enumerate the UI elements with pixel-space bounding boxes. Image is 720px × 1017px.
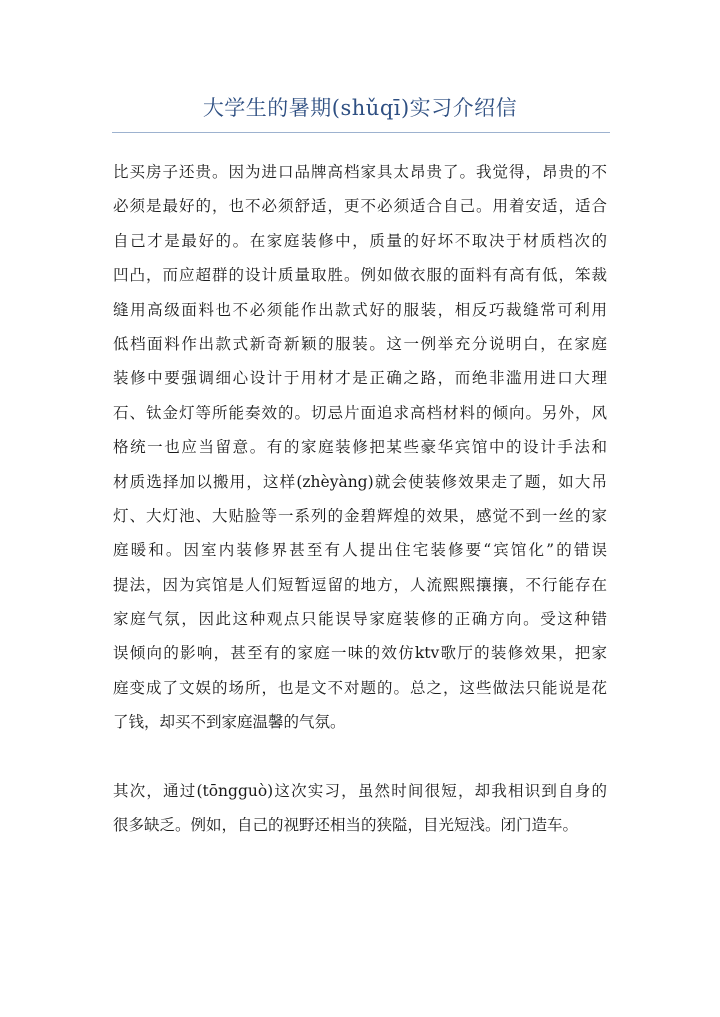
text-line: 自己才是最好的。在家庭装修中，质量的好坏不取决于材质档次的 bbox=[113, 231, 607, 250]
document-body bbox=[113, 155, 607, 843]
text-line: 低档面料作出款式新奇新颖的服装。这一例举充分说明白，在家庭 bbox=[113, 334, 607, 353]
text-line: 其次，通过(tōngguò)这次实习，虽然时间很短，却我相识到自身的 bbox=[113, 782, 607, 801]
paragraph-2 bbox=[113, 774, 607, 843]
text-line: 比买房子还贵。因为进口品牌高档家具太昂贵了。我觉得，昂贵的不 bbox=[113, 163, 607, 181]
paragraph-gap bbox=[113, 740, 607, 774]
text-line: 格统一也应当留意。有的家庭装修把某些豪华宾馆中的设计手法和 bbox=[113, 438, 607, 457]
title-divider bbox=[112, 132, 610, 133]
text-line: 很多缺乏。例如，自己的视野还相当的狭隘，目光短浅。闭门造车。 bbox=[113, 816, 579, 835]
text-line: 装修中要强调细心设计于用材才是正确之路，而绝非滥用进口大理 bbox=[113, 369, 607, 388]
text-line: 灯、大灯池、大贴脸等一系列的金碧辉煌的效果，感觉不到一丝的家 bbox=[113, 506, 607, 525]
text-line: 凹凸，而应超群的设计质量取胜。例如做衣服的面料有高有低，笨裁 bbox=[113, 266, 607, 285]
text-line: 误倾向的影响，甚至有的家庭一味的效仿ktv歌厅的装修效果，把家 bbox=[113, 644, 607, 663]
paragraph-1 bbox=[113, 155, 607, 740]
text-line: 必须是最好的，也不必须舒适，更不必须适合自己。用着安适，适合 bbox=[113, 197, 607, 216]
text-line: 了钱，却买不到家庭温馨的气氛。 bbox=[113, 713, 346, 732]
text-line: 石、钛金灯等所能奏效的。切忌片面追求高档材料的倾向。另外，风 bbox=[113, 403, 607, 422]
text-line: 庭变成了文娱的场所，也是文不对题的。总之，这些做法只能说是花 bbox=[113, 678, 607, 697]
text-line: 家庭气氛，因此这种观点只能误导家庭装修的正确方向。受这种错 bbox=[113, 610, 607, 629]
text-line: 提法，因为宾馆是人们短暂逗留的地方，人流熙熙攘攘，不行能存在 bbox=[113, 575, 607, 594]
document-title: 大学生的暑期(shǔqī)实习介绍信 bbox=[202, 96, 518, 120]
text-line: 庭暖和。因室内装修界甚至有人提出住宅装修要“宾馆化”的错误 bbox=[113, 541, 607, 560]
text-line: 材质选择加以搬用，这样(zhèyàng)就会使装修效果走了题，如大吊 bbox=[113, 472, 607, 491]
text-line: 缝用高级面料也不必须能作出款式好的服装，相反巧裁缝常可利用 bbox=[113, 300, 607, 319]
